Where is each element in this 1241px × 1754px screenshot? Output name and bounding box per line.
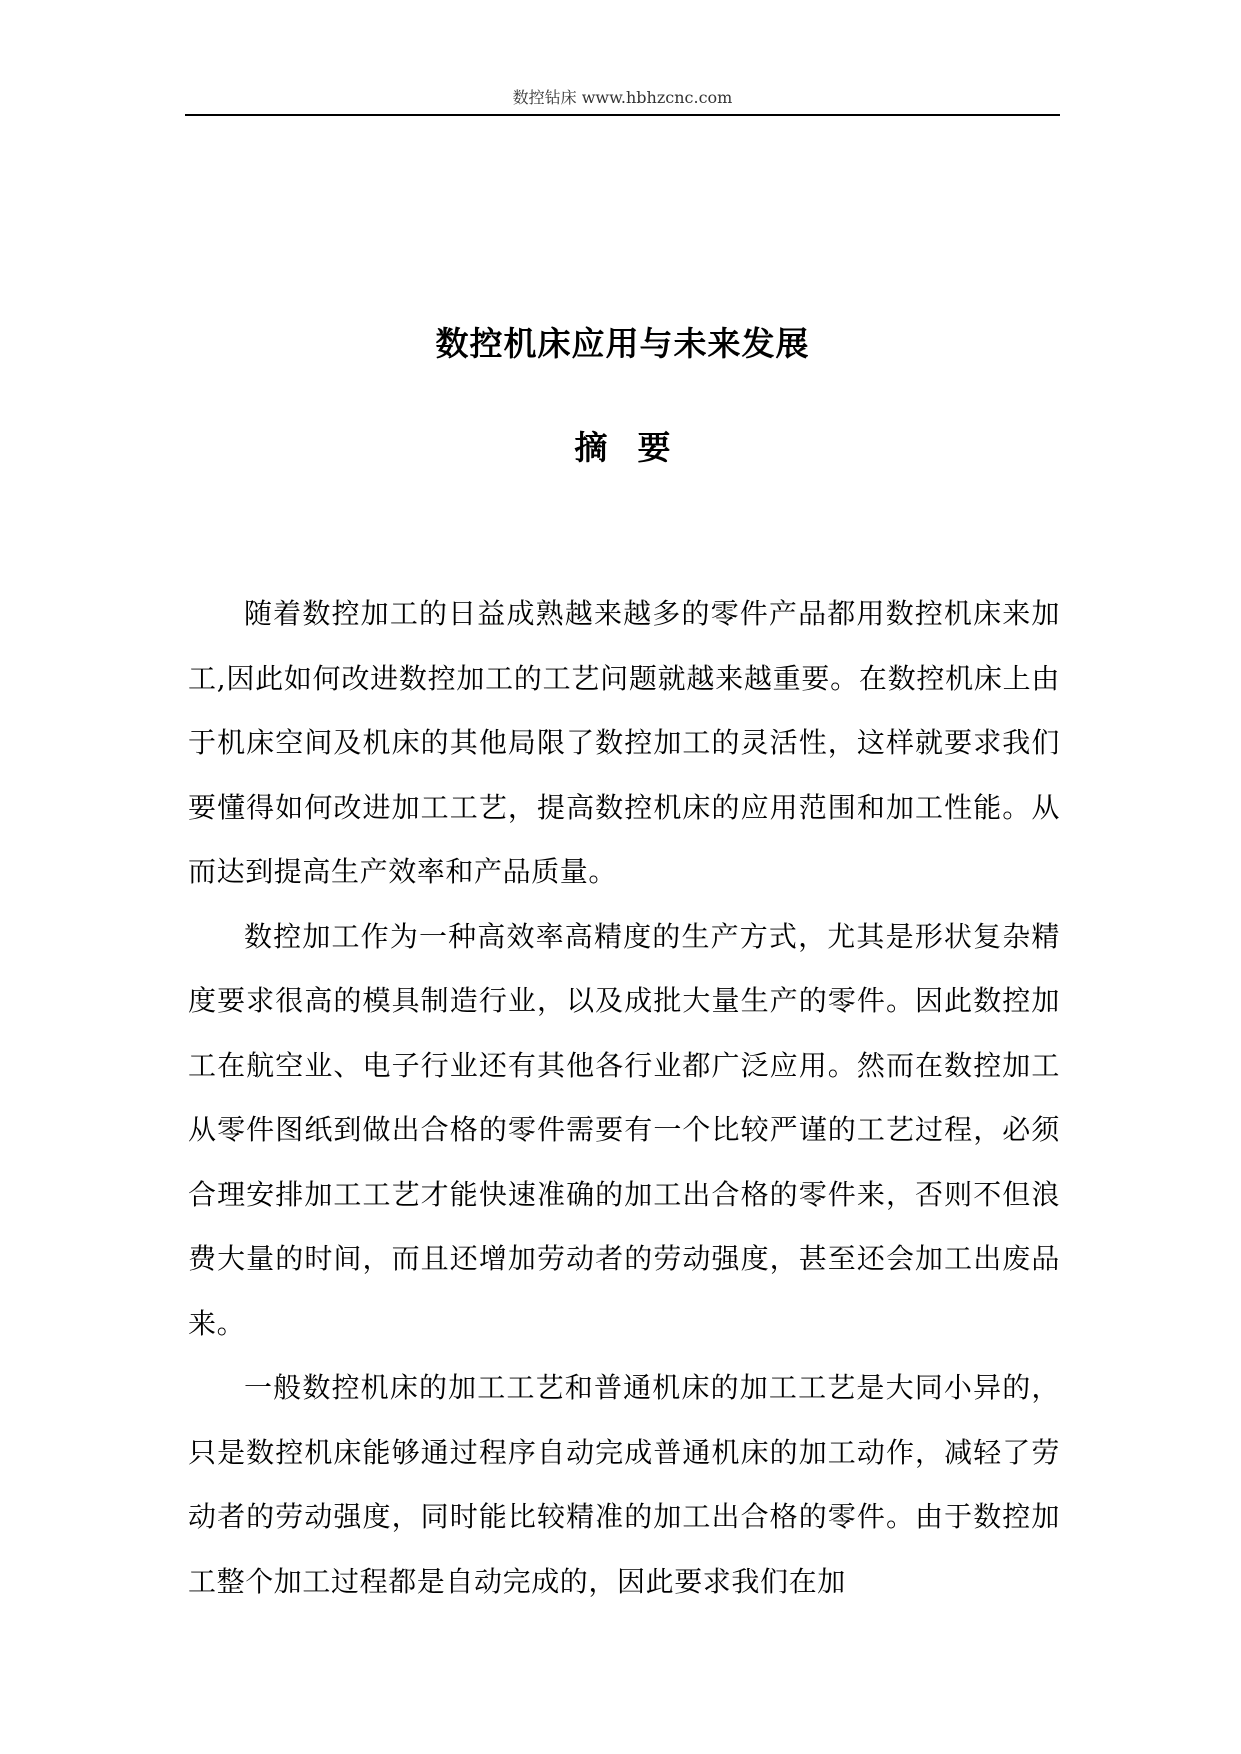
abstract-paragraph-3: 一般数控机床的加工工艺和普通机床的加工工艺是大同小异的，只是数控机床能够通过程序自动完成普通机床的加工动作，减轻了劳动者的劳动强度，同时能比较精准的加工出合格的零件。由于数控加工整个加工过程都是自动完成的，因此要求我们在加	[188, 1371, 1060, 1598]
abstract-paragraph-1: 随着数控加工的日益成熟越来越多的零件产品都用数控机床来加工,因此如何改进数控加工的工艺问题就越来越重要。在数控机床上由于机床空间及机床的其他局限了数控加工的灵活性，这样就要求我们要懂得如何改进加工工艺，提高数控机床的应用范围和加工性能。从而达到提高生产效率和产品质量。	[188, 597, 1060, 888]
abstract-heading: 摘要	[574, 428, 701, 467]
abstract-paragraph-2: 数控加工作为一种高效率高精度的生产方式，尤其是形状复杂精度要求很高的模具制造行业，以及成批大量生产的零件。因此数控加工在航空业、电子行业还有其他各行业都广泛应用。然而在数控加工从零件图纸到做出合格的零件需要有一个比较严谨的工艺过程，必须合理安排加工工艺才能快速准确的加工出合格的零件来，否则不但浪费大量的时间，而且还增加劳动者的劳动强度，甚至还会加工出废品来。	[188, 919, 1060, 1340]
running-header: 数控钻床 www.hbhzcnc.com	[512, 88, 733, 107]
header-rule	[185, 114, 1060, 116]
document-title: 数控机床应用与未来发展	[435, 324, 810, 363]
abstract-body	[188, 582, 1060, 1614]
